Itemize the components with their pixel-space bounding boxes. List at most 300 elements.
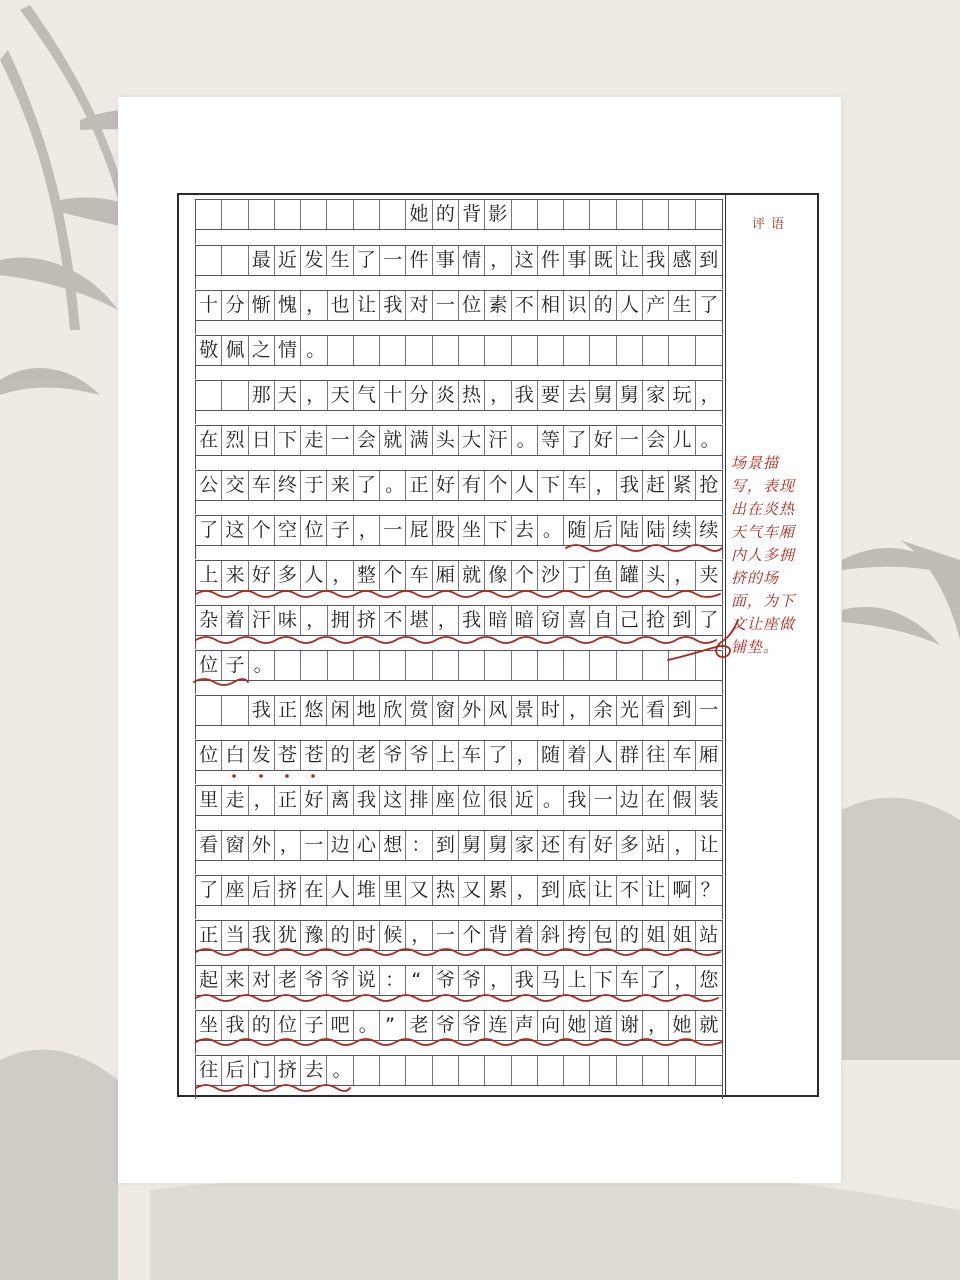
grid-cell: 了 [564,426,590,455]
grid-cell: 对 [249,966,275,995]
grid-cell: 离 [328,786,354,815]
essay-line [195,560,723,591]
grid-cell: 我 [643,246,669,275]
grid-cell: 一 [699,699,719,721]
grid-cell: 沙 [538,561,564,590]
grid-cell [512,200,538,229]
grid-cell: 就 [380,426,406,455]
grid-cell: 当 [222,921,248,950]
grid-cell: 来 [222,561,248,590]
grid-cell [249,200,275,229]
grid-cell: 一 [590,786,616,815]
grid-cell: 苍 [301,741,327,770]
grid-cell: 背 [459,200,485,229]
grid-cell: 交 [222,471,248,500]
teacher-comment [731,452,821,659]
grid-cell: 了 [196,876,222,905]
grid-cell: 的 [327,921,353,950]
grid-cell: 这 [512,246,538,275]
grid-cell: 啊 [669,876,695,905]
grid-cell: 到 [669,696,695,725]
grid-cell: 随 [564,516,590,545]
grid-cell: 车 [406,561,432,590]
grid-cell: 舅 [590,381,616,410]
grid-cell: 想 [380,831,406,860]
grid-cell: 汗 [485,426,511,455]
grid-cell: 暗 [512,606,538,635]
grid-cell: 续 [699,519,719,541]
essay-line [195,290,723,321]
grid-cell [222,200,248,229]
grid-cell: 近 [512,786,538,815]
grid-cell: 天 [328,381,354,410]
grid-cell: 光 [617,696,643,725]
grid-cell: 老 [406,1011,432,1040]
grid-cell: 人 [617,291,643,320]
grid-cell: 一 [380,246,406,275]
grid-cell: 紧 [669,471,695,500]
grid-cell: 了 [485,741,511,770]
grid-cell: ， [485,381,511,410]
grid-cell: 烈 [222,426,248,455]
grid-cell: 姐 [643,921,669,950]
grid-cell: 窗 [433,696,459,725]
grid-cell: 爷 [406,741,432,770]
grid-cell: 好 [433,471,459,500]
grid-cell: 满 [406,426,432,455]
grid-cell: ， [590,471,616,500]
grid-cell: 的 [433,200,459,229]
grid-cell: 着 [564,741,590,770]
grid-cell: 陆 [617,516,643,545]
grid-cell [643,1056,669,1085]
grid-cell [327,200,353,229]
grid-cell: 挤 [354,606,380,635]
comment-line: 面，为下 [731,592,796,610]
row-gap [195,365,723,379]
grid-cell: 下 [591,966,617,995]
grid-cell: 分 [222,291,248,320]
grid-cell [406,651,432,680]
grid-cell [538,651,564,680]
grid-cell: 让 [643,876,669,905]
grid-cell: 要 [538,381,564,410]
row-gap [195,950,723,964]
row-gap [195,320,723,334]
grid-cell [406,336,432,365]
grid-cell: ， [354,516,380,545]
grid-cell: 子 [327,516,353,545]
grid-cell: 位 [301,516,327,545]
grid-cell: 厢 [699,744,719,766]
grid-cell: 了 [354,246,380,275]
grid-cell: 车 [617,966,643,995]
comment-line: 写，表现 [731,477,796,495]
grid-cell: 暗 [485,606,511,635]
grid-cell: 不 [512,291,538,320]
grid-cell: 子 [222,651,248,680]
grid-cell: 拥 [328,606,354,635]
grid-cell [275,651,301,680]
grid-cell: 敬 [196,336,222,365]
grid-cell [380,200,406,229]
grid-cell [643,651,669,680]
grid-cell [512,336,538,365]
grid-cell [459,651,485,680]
grid-cell [538,1056,564,1085]
grid-cell: 车 [564,471,590,500]
grid-cell: 装 [699,789,719,811]
grid-cell: 于 [301,471,327,500]
grid-cell [696,336,722,365]
grid-cell [222,246,248,275]
grid-cell: 的 [249,1011,275,1040]
grid-cell [196,696,222,725]
grid-cell: 上 [564,966,590,995]
essay-line [195,515,723,546]
grid-cell: 素 [485,291,511,320]
grid-cell: ， [433,606,459,635]
grid-cell [590,651,616,680]
grid-cell: 下 [275,426,301,455]
grid-cell: ， [327,561,353,590]
grid-cell: ， [485,966,511,995]
grid-cell: 抢 [643,606,669,635]
grid-cell [564,336,590,365]
grid-cell: 斜 [538,921,564,950]
grid-cell: 头 [643,561,669,590]
grid-cell: ， [512,741,538,770]
grid-cell: 己 [617,606,643,635]
grid-cell: 人 [590,741,616,770]
grid-cell: 这 [380,786,406,815]
grid-cell: 佩 [222,336,248,365]
grid-cell [433,336,459,365]
grid-cell: 又 [459,876,485,905]
grid-cell: 空 [275,516,301,545]
grid-cell: 炎 [433,381,459,410]
essay-line [195,1010,723,1041]
grid-cell: 还 [538,831,564,860]
grid-cell [643,336,669,365]
row-gap [195,680,723,694]
grid-cell: 后 [222,1056,248,1085]
grid-cell: 天 [275,381,301,410]
grid-cell: 我 [249,696,275,725]
grid-cell: 风 [485,696,511,725]
grid-cell: 我 [617,471,643,500]
grid-cell: 在 [643,786,669,815]
grid-cell: 屁 [406,516,432,545]
grid-cell [512,1056,538,1085]
grid-cell: ， [669,561,695,590]
grid-cell: ” [380,1011,406,1040]
grid-cell: 赏 [406,696,432,725]
grid-cell [222,381,248,410]
grid-cell: 发 [249,741,275,770]
grid-cell: 挎 [564,921,590,950]
grid-cell: 。 [354,1011,380,1040]
grid-cell: 姐 [669,921,695,950]
grid-cell: ， [301,606,327,635]
row-gap [195,770,723,784]
grid-cell: 。 [327,1056,353,1085]
grid-cell: 边 [328,831,354,860]
grid-cell: 正 [275,786,301,815]
grid-cell: 正 [196,921,222,950]
grid-cell: 个 [380,561,406,590]
grid-cell: 就 [459,561,485,590]
grid-cell [617,336,643,365]
grid-cell: 发 [301,246,327,275]
essay-line [195,785,723,816]
grid-cell: 又 [406,876,432,905]
grid-cell: 白 [222,741,248,770]
row-gap [195,635,723,649]
grid-cell: 个 [485,471,511,500]
grid-cell: 假 [669,786,695,815]
grid-cell: 也 [328,291,354,320]
grid-cell [354,200,380,229]
grid-cell: 近 [275,246,301,275]
grid-cell [617,200,643,229]
grid-cell: 。 [538,786,564,815]
grid-cell: 向 [538,1011,564,1040]
grid-cell: ， [301,381,327,410]
grid-cell: 犹 [275,921,301,950]
grid-cell: 时 [354,921,380,950]
grid-cell: 日 [249,426,275,455]
grid-cell: 爷 [459,966,485,995]
grid-cell: ： [406,831,432,860]
grid-cell: 有 [564,831,590,860]
grid-cell: 很 [485,786,511,815]
grid-cell: 家 [643,381,669,410]
grid-cell: 续 [669,516,695,545]
grid-cell: 生 [327,246,353,275]
grid-cell: 余 [590,696,616,725]
grid-cell: 舅 [459,831,485,860]
grid-cell: 爷 [380,741,406,770]
grid-cell [617,1056,643,1085]
row-gap [195,410,723,424]
grid-cell: 说 [354,966,380,995]
grid-cell: 自 [590,606,616,635]
grid-cell: 爷 [301,966,327,995]
grid-cell [380,651,406,680]
comment-line: 场景描 [731,454,780,472]
grid-cell: 挤 [275,1056,301,1085]
grid-cell [433,1056,459,1085]
grid-cell: 儿 [669,426,695,455]
essay-line [195,470,723,501]
grid-cell: 边 [617,786,643,815]
essay-line [195,245,723,276]
grid-cell: 让 [699,834,719,856]
row-gap [195,995,723,1009]
grid-cell: 。 [380,471,406,500]
grid-cell: 谢 [617,1011,643,1040]
grid-cell: 一 [617,426,643,455]
essay-line [195,425,723,456]
grid-cell: 爷 [459,1011,485,1040]
grid-cell: ， [249,786,275,815]
grid-cell: 来 [327,471,353,500]
essay-line [195,650,723,681]
grid-cell: 我 [354,786,380,815]
grid-cell: 这 [222,516,248,545]
grid-cell: 相 [538,291,564,320]
grid-cell: ， [700,384,720,406]
essay-line [195,335,723,366]
grid-cell: 之 [249,336,275,365]
grid-cell: 会 [354,426,380,455]
grid-cell: 她 [564,1011,590,1040]
grid-cell: 她 [669,1011,695,1040]
grid-cell: 景 [512,696,538,725]
grid-cell: 起 [196,966,222,995]
grid-cell: 悠 [301,696,327,725]
grid-cell: ： [380,966,406,995]
grid-cell: ， [564,696,590,725]
grid-cell [696,651,722,680]
grid-cell: 堆 [354,876,380,905]
grid-cell: 位 [275,1011,301,1040]
grid-cell: ， [669,831,695,860]
grid-cell: 生 [669,291,695,320]
grid-cell: 。 [512,426,538,455]
row-gap [195,590,723,604]
grid-cell: 汗 [249,606,275,635]
grid-cell: 包 [590,921,616,950]
grid-cell: 吧 [327,1011,353,1040]
grid-cell: 不 [380,606,406,635]
grid-cell: 来 [222,966,248,995]
grid-cell: 爷 [433,1011,459,1040]
grid-cell: 时 [538,696,564,725]
comment-line: 内人多拥 [731,546,796,564]
grid-cell: ， [643,1011,669,1040]
grid-cell: 件 [406,246,432,275]
grid-cell: 多 [275,561,301,590]
grid-cell: 赶 [643,471,669,500]
grid-cell: 了 [196,516,222,545]
grid-cell: 看 [643,696,669,725]
grid-cell: 看 [196,831,222,860]
grid-cell: 终 [275,471,301,500]
grid-cell [590,1056,616,1085]
grid-cell [512,651,538,680]
grid-cell: 爷 [433,966,459,995]
grid-cell: 我 [222,1011,248,1040]
grid-cell [301,651,327,680]
grid-cell: 豫 [301,921,327,950]
grid-cell: 随 [538,741,564,770]
grid-cell: 。 [249,651,275,680]
row-gap [195,1040,723,1054]
grid-cell: 整 [354,561,380,590]
grid-cell: 坐 [196,1011,222,1040]
grid-cell: 喜 [564,606,590,635]
grid-cell: 热 [459,381,485,410]
grid-cell: 到 [699,249,719,271]
grid-cell: 情 [459,246,485,275]
grid-cell: 她 [406,200,432,229]
grid-cell [564,1056,590,1085]
grid-cell: 连 [485,1011,511,1040]
grid-cell [328,651,354,680]
grid-cell: ， [275,831,301,860]
essay-line [195,920,723,951]
grid-cell: 背 [485,921,511,950]
grid-cell: 正 [275,696,301,725]
margin-divider [725,193,726,1097]
grid-cell: 位 [196,741,222,770]
grid-cell: 去 [564,381,590,410]
grid-cell: 人 [301,561,327,590]
grid-cell: 座 [222,876,248,905]
grid-cell: 位 [459,786,485,815]
grid-cell [222,696,248,725]
grid-cell: 陆 [643,516,669,545]
grid-cell: 的 [327,741,353,770]
grid-cell [354,651,380,680]
grid-cell: 位 [459,291,485,320]
grid-cell: 到 [538,876,564,905]
grid-cell: 道 [590,1011,616,1040]
grid-cell: 窗 [222,831,248,860]
grid-cell: ， [301,291,327,320]
grid-cell: 件 [538,246,564,275]
grid-cell: 上 [196,561,222,590]
grid-cell: ， [669,966,695,995]
grid-cell: 杂 [196,606,222,635]
grid-cell: ？ [700,879,720,901]
grid-cell: 鱼 [590,561,616,590]
grid-cell [459,336,485,365]
row-gap [195,500,723,514]
grid-cell: 后 [590,516,616,545]
grid-cell: “ [406,966,432,995]
grid-cell: 夹 [699,564,719,586]
grid-cell: 外 [249,831,275,860]
grid-cell: 惭 [249,291,275,320]
grid-cell: 后 [249,876,275,905]
grid-cell: 累 [485,876,511,905]
grid-cell: 声 [512,1011,538,1040]
row-gap [195,905,723,919]
grid-cell: 最 [249,246,275,275]
grid-cell: 上 [433,741,459,770]
grid-cell: 。 [538,516,564,545]
grid-cell: 走 [301,426,327,455]
grid-cell: 玩 [669,381,695,410]
grid-cell: 着 [222,606,248,635]
grid-cell: 座 [433,786,459,815]
grid-cell: 多 [617,831,643,860]
grid-cell: 股 [433,516,459,545]
grid-cell: 正 [406,471,432,500]
grid-cell [380,1056,406,1085]
grid-cell: 我 [512,966,538,995]
grid-cell: 底 [564,876,590,905]
grid-cell: ， [512,876,538,905]
grid-cell: 心 [354,831,380,860]
essay-line [195,965,723,996]
grid-cell: 在 [196,426,222,455]
grid-cell: 事 [564,246,590,275]
grid-cell: 在 [301,876,327,905]
